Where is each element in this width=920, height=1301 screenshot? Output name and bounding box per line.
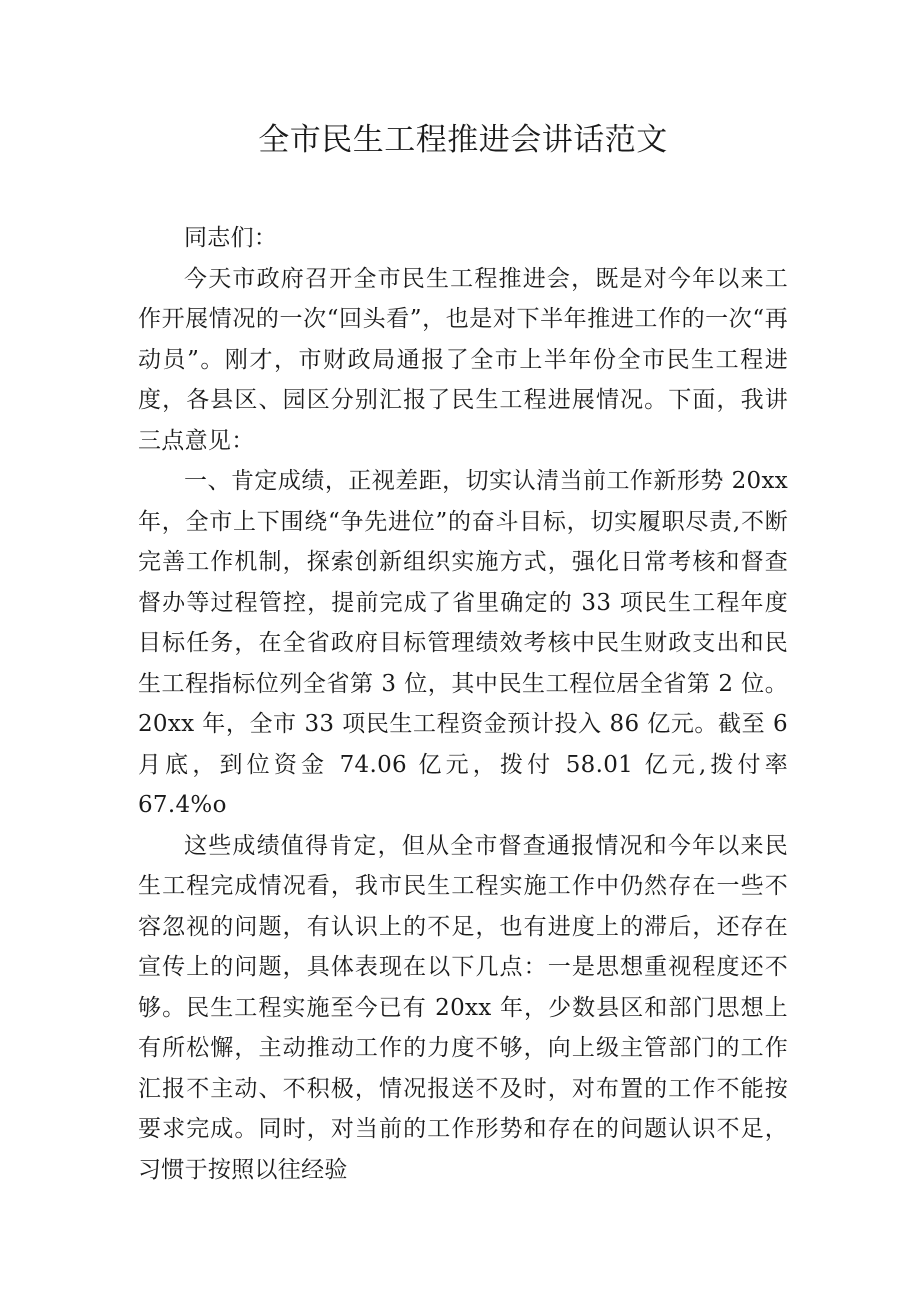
body-paragraph-intro: 今天市政府召开全市民生工程推进会，既是对今年以来工作开展情况的一次“回头看”，也是对下半年推进工作的一次“再动员”。刚才，市财政局通报了全市上半年份全市民生工程进度，各县区、园区分别汇报了民生工程进展情况。下面，我讲三点意见： bbox=[138, 265, 788, 454]
salutation-paragraph: 同志们： bbox=[184, 225, 278, 251]
body-paragraph-problems: 这些成绩值得肯定，但从全市督查通报情况和今年以来民生工程完成情况看，我市民生工程实施工作中仍然存在一些不容忽视的问题，有认识上的不足，也有进度上的滞后，还存在宣传上的问题，具体表现在以下几点：一是思想重视程度还不够。民生工程实施至今已有 20xx 年，少数县区和部门思想上有所松懈，主动推动工作的力度不够，向上级主管部门的工作汇报不主动、不积极，情况报送不及时，对布置的工作不能按要求完成。同时，对当前的工作形势和存在的问题认识不足，习惯于按照以往经验 bbox=[138, 832, 788, 1183]
document-title: 全市民生工程推进会讲话范文 bbox=[258, 122, 668, 158]
body-paragraph-achievements: 一、肯定成绩，正视差距，切实认清当前工作新形势 20xx 年，全市上下围绕“争先进位”的奋斗目标，切实履职尽责,不断完善工作机制，探索创新组织实施方式，强化日常考核和督查督办等过程管控，提前完成了省里确定的 33 项民生工程年度目标任务，在全省政府目标管理绩效考核中民生财政支出和民生工程指标位列全省第 3 位，其中民生工程位居全省第 2 位。20xx 年，全市 33 项民生工程资金预计投入 86 亿元。截至 6 月底，到位资金 74.06 亿元，拨付 58.01 亿元,拨付率 67.4%o bbox=[138, 468, 788, 818]
